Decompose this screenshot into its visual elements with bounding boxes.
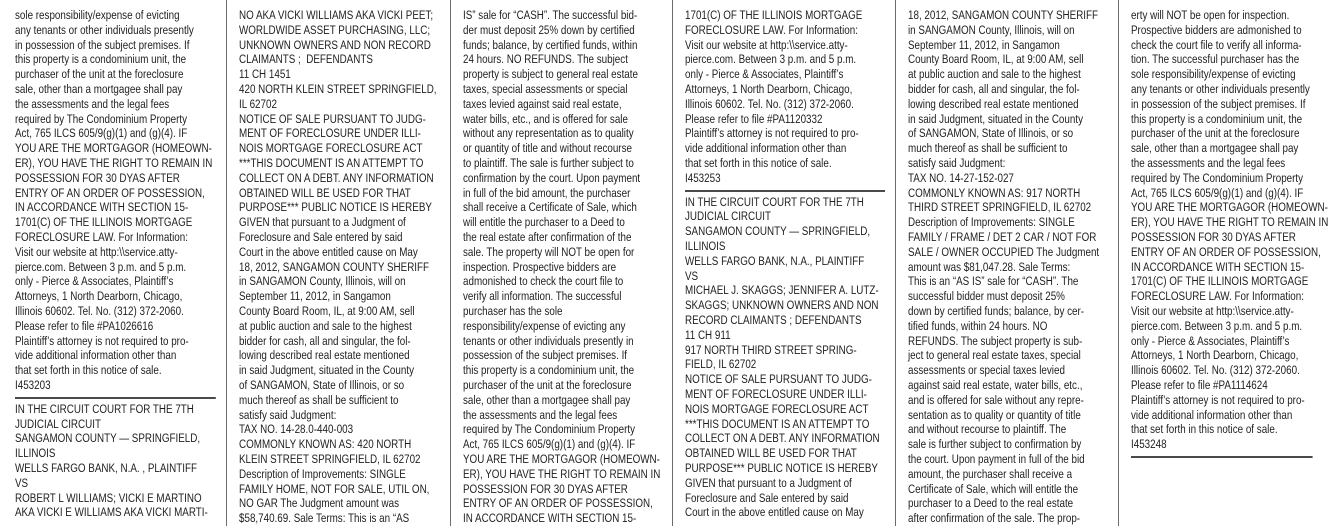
text-line: required by The Condominium Property (1131, 170, 1304, 185)
notice-text-block (239, 8, 446, 526)
text-line: amount was $81,047.28. Sale Terms: (908, 259, 1071, 274)
text-line: at public auction and sale to the highest (908, 67, 1081, 82)
text-line: in said Judgment, situated in the County (908, 111, 1083, 126)
notice-divider (685, 190, 885, 192)
text-line: Visit our website at http:\\service.atty- (1131, 303, 1294, 318)
text-line: taxes levied against said real estate, (463, 96, 622, 111)
text-line: I453248 (1131, 437, 1167, 452)
notice-column-text (463, 8, 668, 526)
text-line: Certificate of Sale, which will entitle the (908, 481, 1079, 496)
text-line: GIVEN that pursuant to a Judgment of (685, 475, 852, 490)
text-line: Plaintiff’s attorney is not required to pro- (685, 126, 859, 141)
text-line: NO GAR The Judgment amount was (239, 496, 400, 511)
text-line: POSSESSION FOR 30 DYAS AFTER (463, 481, 628, 496)
text-line: 420 NORTH KLEIN STREET SPRINGFIELD, (239, 81, 437, 96)
text-line: responsibility/expense of evicting any (463, 318, 626, 333)
text-line: SANGAMON COUNTY — SPRINGFIELD, (685, 224, 871, 239)
text-line: ER), YOU HAVE THE RIGHT TO REMAIN IN (463, 466, 661, 481)
notice-column-text (15, 8, 222, 520)
text-line: Attorneys, 1 North Dearborn, Chicago, (15, 289, 183, 304)
text-line: MENT OF FORECLOSURE UNDER ILLI- (685, 386, 867, 401)
text-line: Description of Improvements: SINGLE (239, 466, 406, 481)
text-line: 18, 2012, SANGAMON COUNTY SHERIFF (908, 8, 1099, 22)
text-line: WORLDWIDE ASSET PURCHASING, LLC; (239, 22, 431, 37)
text-line: taxes, special assessments or special (463, 81, 628, 96)
text-line: Court in the above entitled cause on May (239, 244, 418, 259)
text-line: will entitle the purchaser to a Deed to (463, 215, 625, 230)
text-line: Description of Improvements: SINGLE (908, 215, 1075, 230)
text-line: ***THIS DOCUMENT IS AN ATTEMPT TO (685, 416, 870, 431)
text-line: YOU ARE THE MORTGAGOR (HOMEOWN- (15, 141, 212, 156)
text-line: ER), YOU HAVE THE RIGHT TO REMAIN IN (15, 155, 213, 170)
text-line: bidder for cash, all and singular, the fol- (239, 333, 411, 348)
text-line: admonished to check the court file to (463, 274, 624, 289)
text-line: ***THIS DOCUMENT IS AN ATTEMPT TO (239, 155, 424, 170)
text-line: the assessments and the legal fees (463, 407, 618, 422)
text-line: the assessments and the legal fees (1131, 155, 1286, 170)
text-line: OBTAINED WILL BE USED FOR THAT (685, 446, 857, 461)
text-line: REFUNDS. The subject property is sub- (908, 333, 1083, 348)
notice-column-6 (1118, 0, 1328, 526)
text-line: sale, other than a mortgagee shall pay (15, 81, 183, 96)
notice-text-block (463, 8, 668, 526)
text-line: NOTICE OF SALE PURSUANT TO JUDG- (685, 372, 872, 387)
text-line: FORECLOSURE LAW. For Information: (1131, 289, 1304, 304)
notice-text-block (908, 8, 1114, 526)
text-line: pierce.com. Between 3 p.m. and 5 p.m. (15, 259, 187, 274)
text-line: that set forth in this notice of sale. (685, 155, 832, 170)
text-line: POSSESSION FOR 30 DYAS AFTER (15, 170, 180, 185)
text-line: Attorneys, 1 North Dearborn, Chicago, (1131, 348, 1299, 363)
text-line: sale is further subject to confirmation by (908, 437, 1082, 452)
text-line: Act, 765 ILCS 605/9(g)(1) and (g)(4). IF (15, 126, 188, 141)
text-line: SANGAMON COUNTY — SPRINGFIELD, (15, 431, 201, 446)
text-line: much thereof as shall be sufficient to (908, 141, 1068, 156)
text-line: Plaintiff’s attorney is not required to pro- (1131, 392, 1305, 407)
text-line: purchaser has the sole (463, 303, 563, 318)
text-line: sentation as to quality or quantity of title (908, 407, 1081, 422)
text-line: AKA VICKI E WILLIAMS AKA VICKI MARTI- (15, 505, 208, 520)
text-line: der must deposit 25% down by certified (463, 22, 635, 37)
text-line: in said Judgment, situated in the County (239, 363, 414, 378)
text-line: FAMILY / FRAME / DET 2 CAR / NOT FOR (908, 229, 1097, 244)
text-line: Act, 765 ILCS 605/9(g)(1) and (g)(4). IF (1131, 185, 1304, 200)
notice-text-block (15, 8, 222, 393)
text-line: Foreclosure and Sale entered by said (685, 490, 849, 505)
text-line: of SANGAMON, State of Illinois, or so (239, 377, 405, 392)
text-line: without any representation as to quality (463, 126, 634, 141)
text-line: and is offered for sale without any repre- (908, 392, 1084, 407)
text-line: tenants or other individuals presently in (463, 333, 634, 348)
notice-text-block (685, 8, 891, 186)
text-line: YOU ARE THE MORTGAGOR (HOMEOWN- (1131, 200, 1328, 215)
text-line: SKAGGS; UNKNOWN OWNERS AND NON (685, 298, 879, 313)
text-line: successful bidder must deposit 25% (908, 289, 1065, 304)
text-line: UNKNOWN OWNERS AND NON RECORD (239, 37, 431, 52)
text-line: pierce.com. Between 3 p.m. and 5 p.m. (1131, 318, 1303, 333)
text-line: much thereof as shall be sufficient to (239, 392, 399, 407)
text-line: Attorneys, 1 North Dearborn, Chicago, (685, 81, 853, 96)
text-line: FORECLOSURE LAW. For Information: (685, 22, 858, 37)
notice-column-text (1131, 8, 1328, 458)
text-line: Prospective bidders are admonished to (1131, 22, 1302, 37)
notice-text-block (15, 402, 222, 520)
text-line: County Board Room, IL, at 9:00 AM, sell (239, 303, 415, 318)
text-line: 917 NORTH THIRD STREET SPRING- (685, 342, 857, 357)
text-line: of SANGAMON, State of Illinois, or so (908, 126, 1074, 141)
text-line: only - Pierce & Associates, Plaintiff’s (1131, 333, 1290, 348)
notice-column-2 (226, 0, 450, 526)
text-line: satisfy said Judgment: (239, 407, 337, 422)
text-line: I453203 (15, 377, 51, 392)
text-line: purchaser to a Deed to the real estate (908, 496, 1074, 511)
text-line: water bills, etc., and is offered for sale (463, 111, 628, 126)
text-line: sole responsibility/expense of evicting (15, 8, 180, 22)
text-line: ENTRY OF AN ORDER OF POSSESSION, (463, 496, 653, 511)
text-line: inspection. Prospective bidders are (463, 259, 617, 274)
text-line: 11 CH 1451 (239, 67, 291, 82)
text-line: Please refer to file #PA1120332 (685, 111, 823, 126)
text-line: required by The Condominium Property (15, 111, 188, 126)
text-line: IN ACCORDANCE WITH SECTION 15- (463, 511, 637, 526)
text-line: required by The Condominium Property (463, 422, 636, 437)
text-line: IS” sale for “CASH”. The successful bid- (463, 8, 638, 22)
text-line: vide additional information other than (1131, 407, 1293, 422)
text-line: ENTRY OF AN ORDER OF POSSESSION, (1131, 244, 1321, 259)
notice-column-4 (672, 0, 895, 526)
text-line: NOIS MORTGAGE FORECLOSURE ACT (239, 141, 423, 156)
text-line: Plaintiff’s attorney is not required to pro- (15, 333, 189, 348)
text-line: ENTRY OF AN ORDER OF POSSESSION, (15, 185, 205, 200)
notice-divider (15, 397, 216, 399)
text-line: erty will NOT be open for inspection. (1131, 8, 1290, 22)
text-line: NO AKA VICKI WILLIAMS AKA VICKI PEET; (239, 8, 434, 22)
text-line: in possession of the subject premises. If (1131, 96, 1306, 111)
text-line: the court. Upon payment in full of the bid (908, 451, 1085, 466)
text-line: COMMONLY KNOWN AS: 420 NORTH (239, 437, 412, 452)
text-line: against said real estate, water bills, etc., (908, 377, 1083, 392)
text-line: COLLECT ON A DEBT. ANY INFORMATION (685, 431, 880, 446)
text-line: to plaintiff. The sale is further subject to (463, 155, 634, 170)
text-line: ER), YOU HAVE THE RIGHT TO REMAIN IN (1131, 215, 1328, 230)
text-line: NOIS MORTGAGE FORECLOSURE ACT (685, 401, 869, 416)
text-line: possession of the subject premises. If (463, 348, 628, 363)
text-line: any tenants or other individuals presently (15, 22, 194, 37)
text-line: WELLS FARGO BANK, N.A. , PLAINTIFF (15, 460, 198, 475)
text-line: this property is a condominium unit, the (15, 52, 187, 67)
text-line: lowing described real estate mentioned (239, 348, 410, 363)
text-line: Illinois 60602. Tel. No. (312) 372-2060. (15, 303, 184, 318)
text-line: IN ACCORDANCE WITH SECTION 15- (1131, 259, 1305, 274)
text-line: WELLS FARGO BANK, N.A., PLAINTIFF (685, 253, 865, 268)
text-line: JUDICIAL CIRCUIT (685, 209, 771, 224)
text-line: this property is a condominium unit, the (463, 363, 635, 378)
text-line: MICHAEL J. SKAGGS; JENNIFER A. LUTZ- (685, 283, 879, 298)
text-line: sale. The property will NOT be open for (463, 244, 635, 259)
text-line: satisfy said Judgment: (908, 155, 1006, 170)
text-line: YOU ARE THE MORTGAGOR (HOMEOWN- (463, 451, 660, 466)
text-line: 11 CH 911 (685, 327, 731, 342)
text-line: in SANGAMON County, Illinois, will on (908, 22, 1075, 37)
text-line: FIELD, IL 62702 (685, 357, 757, 372)
text-line: sale, other than a mortgagee shall pay (463, 392, 631, 407)
text-line: Please refer to file #PA1114624 (1131, 377, 1268, 392)
text-line: at public auction and sale to the highest (239, 318, 412, 333)
text-line: verify all information. The successful (463, 289, 622, 304)
text-line: Illinois 60602. Tel. No. (312) 372-2060. (1131, 363, 1300, 378)
text-line: IN THE CIRCUIT COURT FOR THE 7TH (685, 194, 864, 209)
text-line: MENT OF FORECLOSURE UNDER ILLI- (239, 126, 421, 141)
text-line: tion. The successful purchaser has the (1131, 52, 1300, 67)
text-line: 18, 2012, SANGAMON COUNTY SHERIFF (239, 259, 430, 274)
text-line: after confirmation of the sale. The prop- (908, 511, 1081, 526)
text-line: TAX NO. 14-28.0-440-003 (239, 422, 354, 437)
text-line: Illinois 60602. Tel. No. (312) 372-2060. (685, 96, 854, 111)
text-line: purchaser of the unit at the foreclosure (1131, 126, 1300, 141)
text-line: Visit our website at http:\\service.atty- (685, 37, 848, 52)
text-line: CLAIMANTS ; DEFENDANTS (239, 52, 373, 67)
text-line: GIVEN that pursuant to a Judgment of (239, 215, 406, 230)
notice-text-block (685, 195, 891, 521)
notice-divider (1131, 456, 1312, 458)
text-line: this property is a condominium unit, the (1131, 111, 1303, 126)
text-line: This is an “AS IS” sale for “CASH”. The (908, 274, 1079, 289)
text-line: THIRD STREET SPRINGFIELD, IL 62702 (908, 200, 1092, 215)
text-line: only - Pierce & Associates, Plaintiff’s (685, 67, 844, 82)
text-line: JUDICIAL CIRCUIT (15, 416, 101, 431)
text-line: FORECLOSURE LAW. For Information: (15, 229, 188, 244)
text-line: KLEIN STREET SPRINGFIELD, IL 62702 (239, 451, 421, 466)
text-line: that set forth in this notice of sale. (15, 363, 162, 378)
text-line: purchaser of the unit at the foreclosure (15, 67, 184, 82)
notice-column-5 (895, 0, 1118, 526)
text-line: or quantity of title and without recourse (463, 141, 632, 156)
text-line: check the court file to verify all informa- (1131, 37, 1302, 52)
text-line: sole responsibility/expense of evicting (1131, 67, 1296, 82)
text-line: Please refer to file #PA1026616 (15, 318, 154, 333)
text-line: ject to general real estate taxes, special (908, 348, 1081, 363)
text-line: and without recourse to plaintiff. The (908, 422, 1067, 437)
text-line: 1701(C) OF THE ILLINOIS MORTGAGE (685, 8, 863, 22)
text-line: 1701(C) OF THE ILLINOIS MORTGAGE (15, 215, 193, 230)
text-line: $58,740.69. Sale Terms: This is an “AS (239, 511, 410, 526)
text-line: the assessments and the legal fees (15, 96, 170, 111)
text-line: 24 hours. NO REFUNDS. The subject (463, 52, 628, 67)
text-line: COMMONLY KNOWN AS: 917 NORTH (908, 185, 1081, 200)
text-line: in SANGAMON County, Illinois, will on (239, 274, 406, 289)
text-line: shall receive a Certificate of Sale, which (463, 200, 637, 215)
text-line: RECORD CLAIMANTS ; DEFENDANTS (685, 312, 862, 327)
notice-column-text (908, 8, 1114, 526)
text-line: ILLINOIS (15, 446, 56, 461)
text-line: ROBERT L WILLIAMS; VICKI E MARTINO (15, 490, 202, 505)
text-line: funds; balance, by certified funds, within (463, 37, 638, 52)
notice-column-text (685, 8, 891, 520)
text-line: County Board Room, IL, at 9:00 AM, sell (908, 52, 1084, 67)
text-line: TAX NO. 14-27-152-027 (908, 170, 1014, 185)
text-line: VS (685, 268, 699, 283)
text-line: SALE / OWNER OCCUPIED The Judgment (908, 244, 1100, 259)
text-line: POSSESSION FOR 30 DYAS AFTER (1131, 229, 1296, 244)
text-line: in full of the bid amount, the purchaser (463, 185, 631, 200)
text-line: 1701(C) OF THE ILLINOIS MORTGAGE (1131, 274, 1309, 289)
text-line: IL 62702 (239, 96, 277, 111)
text-line: lowing described real estate mentioned (908, 96, 1079, 111)
notice-column-1 (0, 0, 226, 526)
notice-column-text (239, 8, 446, 526)
text-line: property is subject to general real estate (463, 67, 638, 82)
text-line: OBTAINED WILL BE USED FOR THAT (239, 185, 411, 200)
text-line: bidder for cash, all and singular, the fol- (908, 81, 1080, 96)
text-line: any tenants or other individuals presently (1131, 81, 1310, 96)
text-line: PURPOSE*** PUBLIC NOTICE IS HEREBY (239, 200, 432, 215)
text-line: Foreclosure and Sale entered by said (239, 229, 403, 244)
text-line: Visit our website at http:\\service.atty- (15, 244, 178, 259)
text-line: NOTICE OF SALE PURSUANT TO JUDG- (239, 111, 426, 126)
text-line: confirmation by the court. Upon payment (463, 170, 641, 185)
text-line: I453253 (685, 170, 721, 185)
text-line: tified funds, within 24 hours. NO (908, 318, 1048, 333)
text-line: sale, other than a mortgagee shall pay (1131, 141, 1299, 156)
text-line: pierce.com. Between 3 p.m. and 5 p.m. (685, 52, 857, 67)
text-line: ILLINOIS (685, 238, 726, 253)
text-line: that set forth in this notice of sale. (1131, 422, 1278, 437)
notice-text-block (1131, 8, 1328, 452)
text-line: down by certified funds; balance, by cer- (908, 303, 1085, 318)
text-line: purchaser of the unit at the foreclosure (463, 377, 632, 392)
text-line: PURPOSE*** PUBLIC NOTICE IS HEREBY (685, 460, 878, 475)
text-line: September 11, 2012, in Sangamon (908, 37, 1060, 52)
text-line: FAMILY HOME, NOT FOR SALE, UTIL ON, (239, 481, 430, 496)
text-line: vide additional information other than (15, 348, 177, 363)
text-line: Court in the above entitled cause on May (685, 505, 864, 520)
text-line: Act, 765 ILCS 605/9(g)(1) and (g)(4). IF (463, 437, 636, 452)
text-line: September 11, 2012, in Sangamon (239, 289, 391, 304)
text-line: VS (15, 475, 29, 490)
text-line: vide additional information other than (685, 141, 847, 156)
text-line: only - Pierce & Associates, Plaintiff’s (15, 274, 174, 289)
notice-column-3 (450, 0, 672, 526)
text-line: the real estate after confirmation of the (463, 229, 632, 244)
text-line: assessments or special taxes levied (908, 363, 1065, 378)
text-line: COLLECT ON A DEBT. ANY INFORMATION (239, 170, 434, 185)
text-line: IN THE CIRCUIT COURT FOR THE 7TH (15, 401, 194, 416)
text-line: amount, the purchaser shall receive a (908, 466, 1073, 481)
text-line: in possession of the subject premises. If (15, 37, 190, 52)
text-line: IN ACCORDANCE WITH SECTION 15- (15, 200, 189, 215)
